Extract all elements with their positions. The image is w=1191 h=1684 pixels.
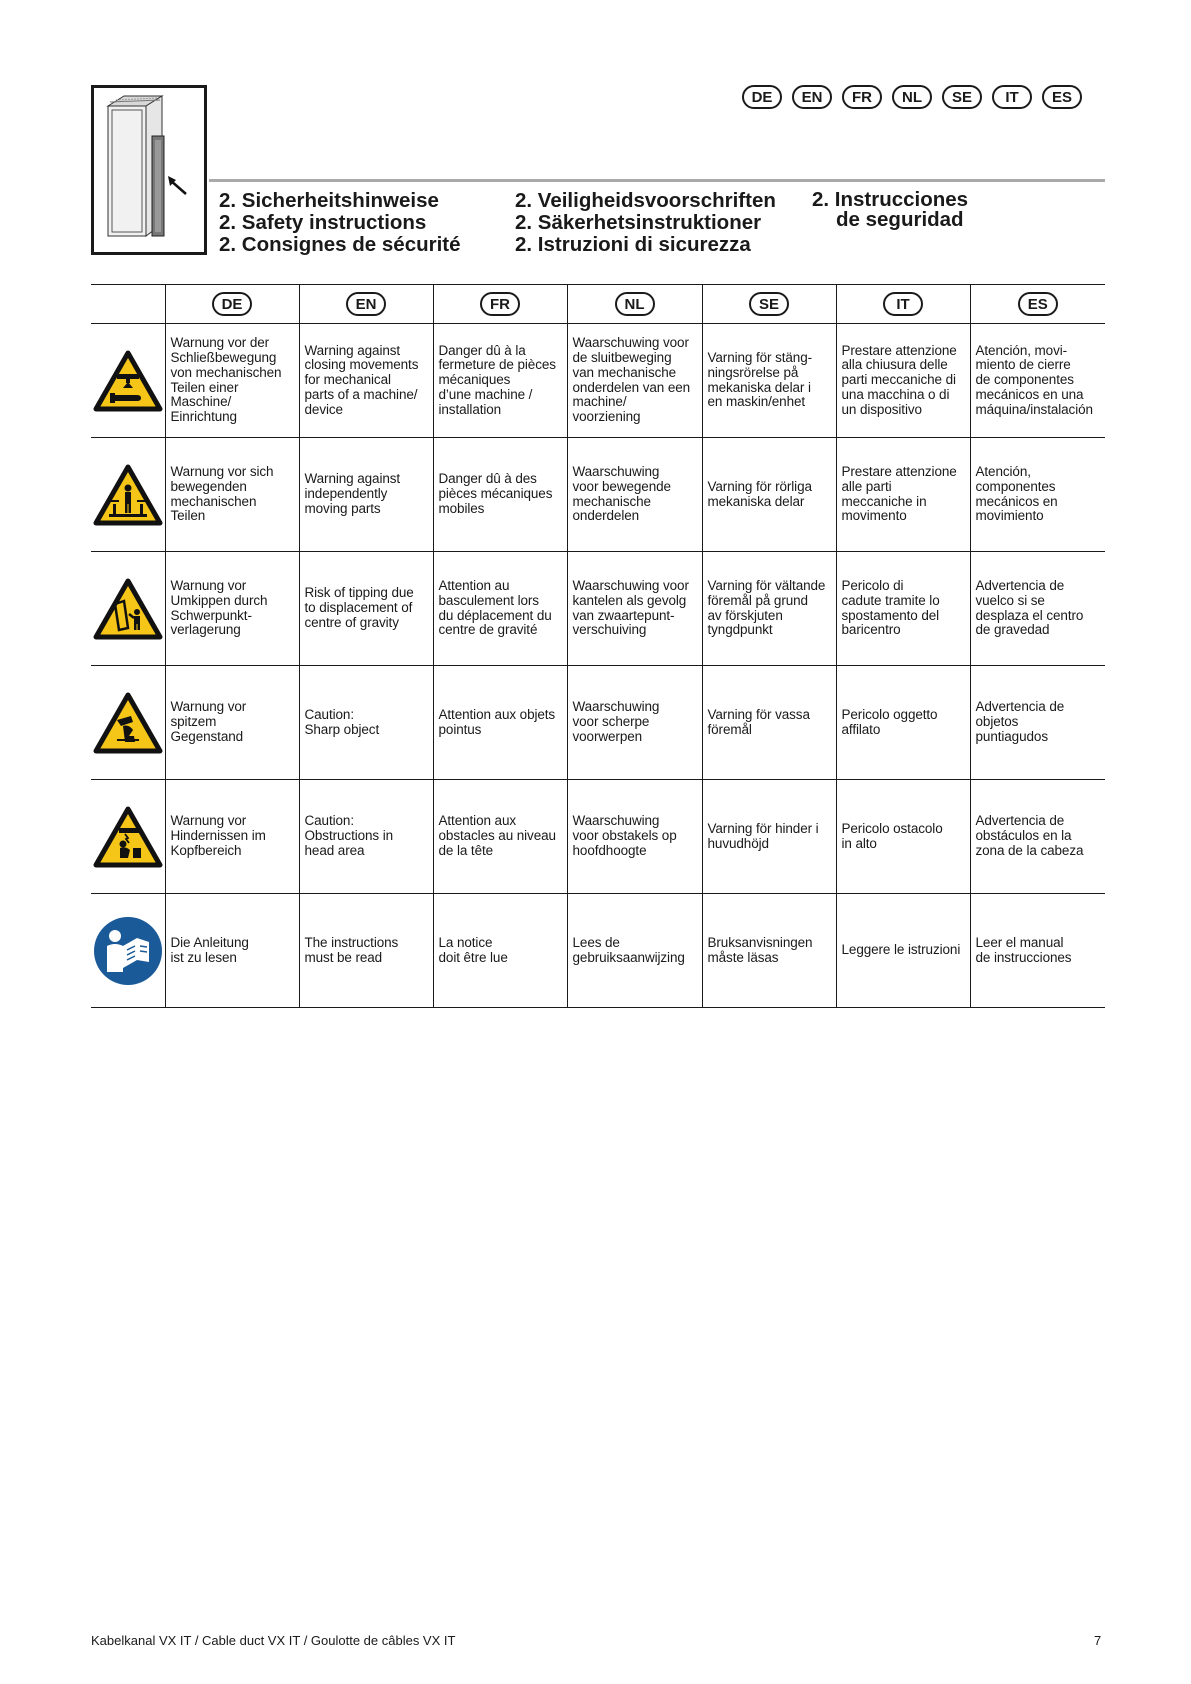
instruction-cell-es: Atención, componentes mecánicos en movimiento <box>970 438 1105 552</box>
instruction-cell-de: Warnung vor sich bewegenden mechanischen Teilen <box>165 438 299 552</box>
instruction-cell-de: Warnung vor spitzem Gegenstand <box>165 666 299 780</box>
table-header-de <box>165 285 299 324</box>
safety-instructions-table <box>91 284 1105 1008</box>
head-obstacle-warning-icon <box>93 806 163 868</box>
row-icon-cell <box>91 324 165 438</box>
language-badge-es: ES <box>1042 85 1082 109</box>
instruction-cell-es: Advertencia de obstáculos en la zona de la cabeza <box>970 780 1105 894</box>
footer-document-title: Kabelkanal VX IT / Cable duct VX IT / Goulotte de câbles VX IT <box>91 1633 456 1648</box>
instruction-cell-it: Pericolo di cadute tramite lo spostamento del baricentro <box>836 552 970 666</box>
instruction-cell-de: Warnung vor Umkippen durch Schwerpunkt- verlagerung <box>165 552 299 666</box>
row-icon-cell <box>91 780 165 894</box>
section-heading-group-1 <box>219 190 461 256</box>
instruction-cell-en: Caution: Sharp object <box>299 666 433 780</box>
section-heading-group-3 <box>812 190 968 230</box>
instruction-cell-nl: Waarschuwing voor kantelen als gevolg van zwaartepunt- verschuiving <box>567 552 702 666</box>
table-header-es <box>970 285 1105 324</box>
instruction-cell-en: Risk of tipping due to displacement of centre of gravity <box>299 552 433 666</box>
instruction-cell-it: Prestare attenzione alla chiusura delle parti meccaniche di una macchina o di un dispositivo <box>836 324 970 438</box>
section-heading-es-line1: 2. Instrucciones <box>812 188 969 211</box>
tipping-over-warning-icon <box>93 578 163 640</box>
section-heading-se: 2. Säkerhetsinstruktioner <box>515 211 762 234</box>
instruction-cell-es: Atención, movi- miento de cierre de componentes mecánicos en una máquina/instalación <box>970 324 1105 438</box>
instruction-cell-en: Warning against independently moving parts <box>299 438 433 552</box>
language-badge-se: SE <box>942 85 982 109</box>
table-header-se <box>702 285 836 324</box>
section-heading-nl: 2. Veiligheidsvoorschriften <box>515 189 776 212</box>
row-icon-cell <box>91 438 165 552</box>
instruction-cell-se: Varning för rörliga mekaniska delar <box>702 438 836 552</box>
page-number: 7 <box>1094 1633 1102 1648</box>
table-row <box>91 438 1105 552</box>
instruction-cell-fr: Attention au basculement lors du déplacement du centre de gravité <box>433 552 567 666</box>
instruction-cell-de: Warnung vor der Schließbewegung von mechanischen Teilen einer Maschine/ Einrichtung <box>165 324 299 438</box>
section-heading-de: 2. Sicherheitshinweise <box>219 189 439 212</box>
moving-parts-warning-icon <box>93 464 163 526</box>
sharp-object-warning-icon <box>93 692 163 754</box>
language-badge-fr: FR <box>842 85 882 109</box>
language-badge-de: DE <box>742 85 782 109</box>
language-badge-nl: NL <box>892 85 932 109</box>
table-header-fr <box>433 285 567 324</box>
header-badge-de: DE <box>212 292 252 316</box>
table-row <box>91 666 1105 780</box>
table-row <box>91 324 1105 438</box>
instruction-cell-en: Warning against closing movements for mechanical parts of a machine/ device <box>299 324 433 438</box>
table-row <box>91 552 1105 666</box>
header-badge-fr: FR <box>480 292 520 316</box>
table-header-nl <box>567 285 702 324</box>
instruction-cell-nl: Waarschuwing voor scherpe voorwerpen <box>567 666 702 780</box>
instruction-cell-fr: Danger dû à la fermeture de pièces mécaniques d’une machine / installation <box>433 324 567 438</box>
instruction-cell-en: Caution: Obstructions in head area <box>299 780 433 894</box>
section-heading-es-line2: de seguridad <box>836 208 964 231</box>
instruction-cell-de: Warnung vor Hindernissen im Kopfbereich <box>165 780 299 894</box>
section-heading-group-2 <box>515 190 776 256</box>
instruction-cell-nl: Waarschuwing voor de sluitbeweging van mechanische onderdelen van een machine/ voorziening <box>567 324 702 438</box>
section-heading-it: 2. Istruzioni di sicurezza <box>515 233 751 256</box>
hand-crush-warning-icon <box>93 350 163 412</box>
product-illustration <box>91 85 207 255</box>
instruction-cell-en: The instructions must be read <box>299 894 433 1008</box>
table-header-icon-column <box>91 285 165 324</box>
instruction-cell-it: Prestare attenzione alle parti meccaniche in movimento <box>836 438 970 552</box>
table-header-it <box>836 285 970 324</box>
header-badge-se: SE <box>749 292 789 316</box>
row-icon-cell <box>91 894 165 1008</box>
header-badge-es: ES <box>1018 292 1058 316</box>
instruction-cell-se: Bruksanvisningen måste läsas <box>702 894 836 1008</box>
language-badge-it: IT <box>992 85 1032 109</box>
instruction-cell-se: Varning för vältande föremål på grund av förskjuten tyngdpunkt <box>702 552 836 666</box>
instruction-cell-nl: Waarschuwing voor bewegende mechanische onderdelen <box>567 438 702 552</box>
instruction-cell-fr: Attention aux objets pointus <box>433 666 567 780</box>
header-badge-en: EN <box>346 292 386 316</box>
table-row <box>91 894 1105 1008</box>
row-icon-cell <box>91 666 165 780</box>
language-badge-en: EN <box>792 85 832 109</box>
instruction-cell-de: Die Anleitung ist zu lesen <box>165 894 299 1008</box>
table-header-en <box>299 285 433 324</box>
table-header-row <box>91 285 1105 324</box>
instruction-cell-it: Pericolo ostacolo in alto <box>836 780 970 894</box>
instruction-cell-se: Varning för hinder i huvudhöjd <box>702 780 836 894</box>
header-badge-nl: NL <box>615 292 655 316</box>
instruction-cell-fr: Attention aux obstacles au niveau de la tête <box>433 780 567 894</box>
section-heading-en: 2. Safety instructions <box>219 211 427 234</box>
instruction-cell-es: Leer el manual de instrucciones <box>970 894 1105 1008</box>
instruction-cell-se: Varning för vassa föremål <box>702 666 836 780</box>
table-row <box>91 780 1105 894</box>
instruction-cell-es: Advertencia de objetos puntiagudos <box>970 666 1105 780</box>
instruction-cell-nl: Lees de gebruiksaanwijzing <box>567 894 702 1008</box>
instruction-cell-it: Leggere le istruzioni <box>836 894 970 1008</box>
read-manual-icon <box>93 916 163 986</box>
instruction-cell-fr: Danger dû à des pièces mécaniques mobiles <box>433 438 567 552</box>
section-heading-fr: 2. Consignes de sécurité <box>219 233 461 256</box>
instruction-cell-se: Varning för stäng- ningsrörelse på mekaniska delar i en maskin/enhet <box>702 324 836 438</box>
instruction-cell-es: Advertencia de vuelco si se desplaza el centro de gravedad <box>970 552 1105 666</box>
instruction-cell-fr: La notice doit être lue <box>433 894 567 1008</box>
heading-divider <box>209 179 1105 182</box>
header-badge-it: IT <box>883 292 923 316</box>
rack-cable-duct-illustration <box>94 88 204 252</box>
language-selector <box>742 85 1082 109</box>
row-icon-cell <box>91 552 165 666</box>
instruction-cell-nl: Waarschuwing voor obstakels op hoofdhoogte <box>567 780 702 894</box>
instruction-cell-it: Pericolo oggetto affilato <box>836 666 970 780</box>
